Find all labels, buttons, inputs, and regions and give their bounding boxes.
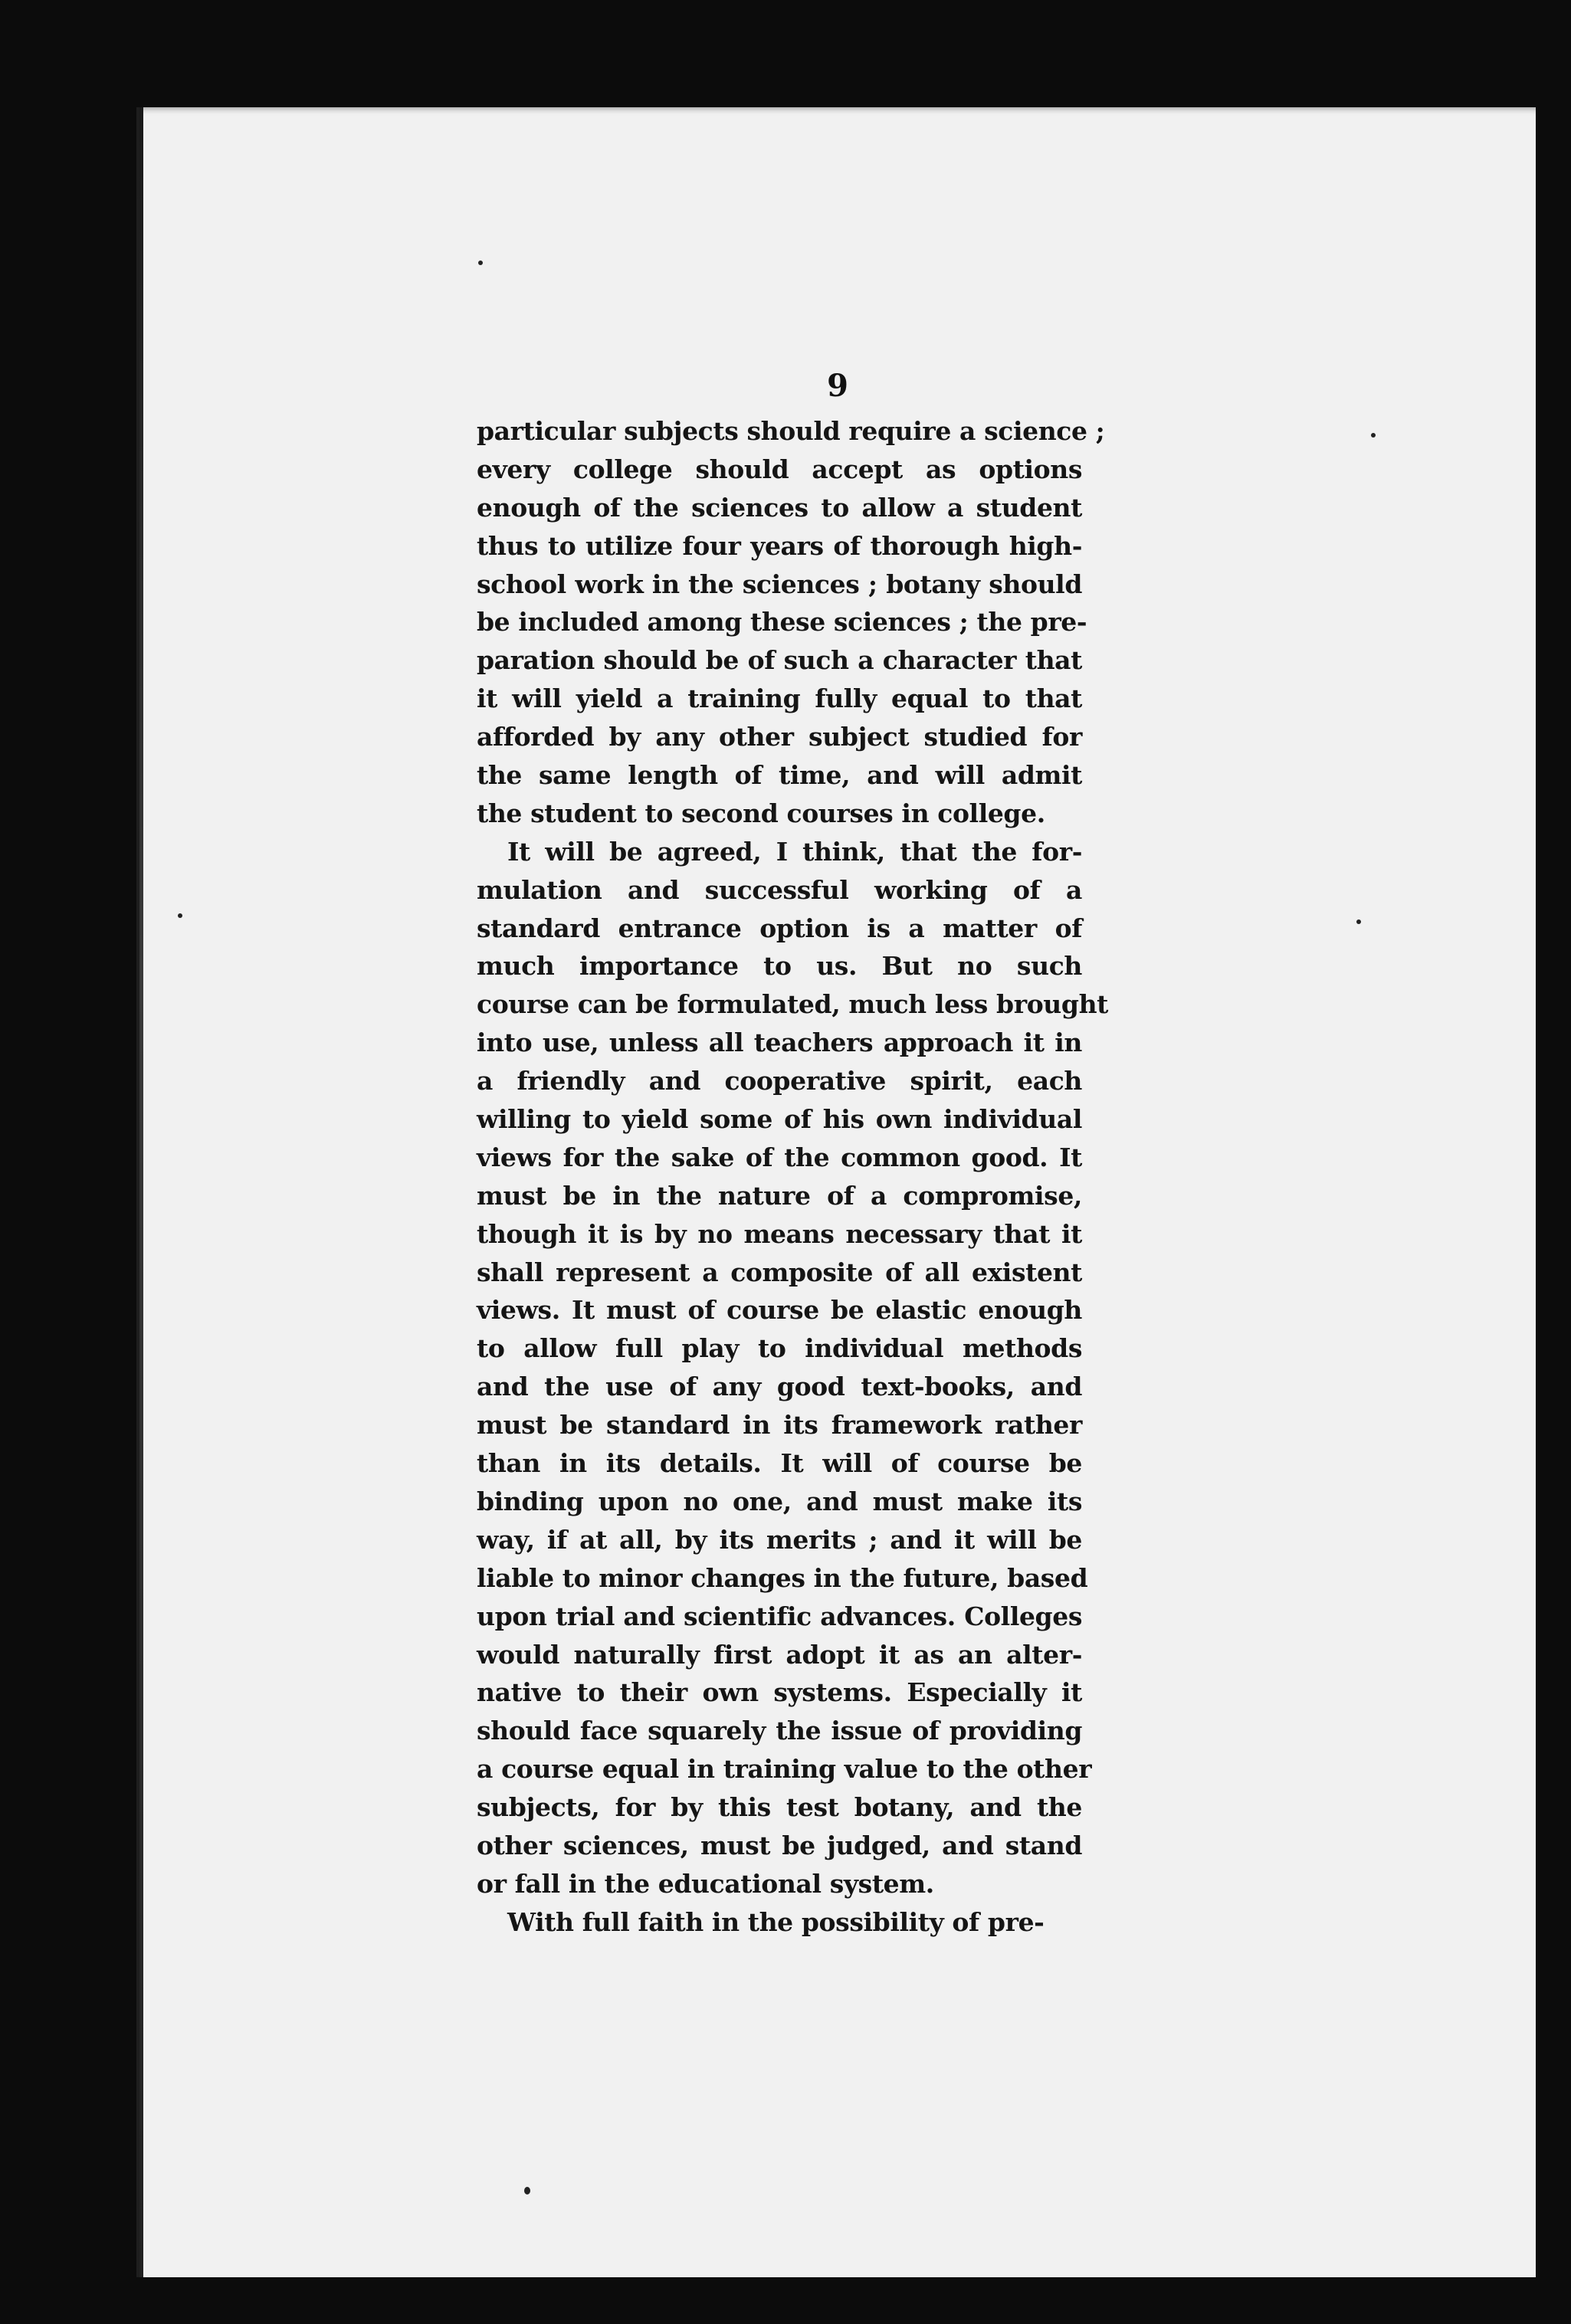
text-line: liable to minor changes in the future, based <box>477 1562 1088 1593</box>
speck <box>1371 433 1376 438</box>
text-line: course can be formulated, much less brought <box>477 989 1109 1020</box>
text-line: into use, unless all teachers approach it in <box>477 1028 1082 1058</box>
text-line: With full faith in the possibility of pre- <box>507 1906 1045 1937</box>
text-line: views for the sake of the common good. It <box>477 1142 1082 1172</box>
text-line: shall represent a composite of all existent <box>477 1257 1082 1287</box>
text-line: be included among these sciences ; the pre- <box>477 607 1087 638</box>
text-line: a course equal in training value to the other <box>477 1754 1092 1785</box>
text-line: much importance to us. But no such <box>477 951 1082 982</box>
text-line: paration should be of such a character that <box>477 645 1082 676</box>
body-text <box>477 412 1109 1942</box>
text-line: than in its details. It will of course be <box>477 1448 1082 1479</box>
text-line: must be in the nature of a compromise, <box>477 1180 1082 1211</box>
speck <box>178 913 182 918</box>
text-line: thus to utilize four years of thorough high- <box>477 530 1082 561</box>
page-number: 9 <box>827 368 848 404</box>
text-line: it will yield a training fully equal to that <box>477 683 1082 714</box>
speck <box>478 261 483 265</box>
text-line: It will be agreed, I think, that the for- <box>507 836 1082 867</box>
text-line: particular subjects should require a science ; <box>477 416 1105 446</box>
scan-border-bottom <box>0 2277 1571 2324</box>
text-line: would naturally first adopt it as an alter- <box>477 1639 1082 1670</box>
text-line: other sciences, must be judged, and stand <box>477 1830 1082 1860</box>
text-line: or fall in the educational system. <box>477 1868 934 1899</box>
speck <box>524 2187 530 2195</box>
book-page <box>136 107 1536 2277</box>
text-line: every college should accept as options <box>477 454 1082 484</box>
text-line: school work in the sciences ; botany should <box>477 569 1082 599</box>
text-line: upon trial and scientific advances. Colleges <box>477 1601 1082 1631</box>
text-line: should face squarely the issue of providing <box>477 1716 1082 1746</box>
text-line: enough of the sciences to allow a student <box>477 492 1082 523</box>
text-line: standard entrance option is a matter of <box>477 913 1082 943</box>
text-line: way, if at all, by its merits ; and it will be <box>477 1524 1082 1555</box>
speck <box>1356 919 1361 924</box>
text-line: though it is by no means necessary that it <box>477 1218 1082 1249</box>
text-line: binding upon no one, and must make its <box>477 1486 1082 1516</box>
text-line: subjects, for by this test botany, and the <box>477 1792 1082 1823</box>
text-line: to allow full play to individual methods <box>477 1333 1082 1364</box>
text-line: the student to second courses in college. <box>477 798 1045 828</box>
text-line: views. It must of course be elastic enough <box>477 1295 1082 1326</box>
text-line: native to their own systems. Especially it <box>477 1677 1082 1708</box>
text-line: mulation and successful working of a <box>477 874 1082 905</box>
text-line: the same length of time, and will admit <box>477 760 1082 791</box>
text-line: willing to yield some of his own individual <box>477 1104 1082 1135</box>
text-line: must be standard in its framework rather <box>477 1410 1082 1441</box>
text-line: a friendly and cooperative spirit, each <box>477 1066 1082 1096</box>
text-line: afforded by any other subject studied for <box>477 722 1082 752</box>
page-gutter-edge <box>139 107 143 2277</box>
text-line: and the use of any good text-books, and <box>477 1372 1082 1402</box>
